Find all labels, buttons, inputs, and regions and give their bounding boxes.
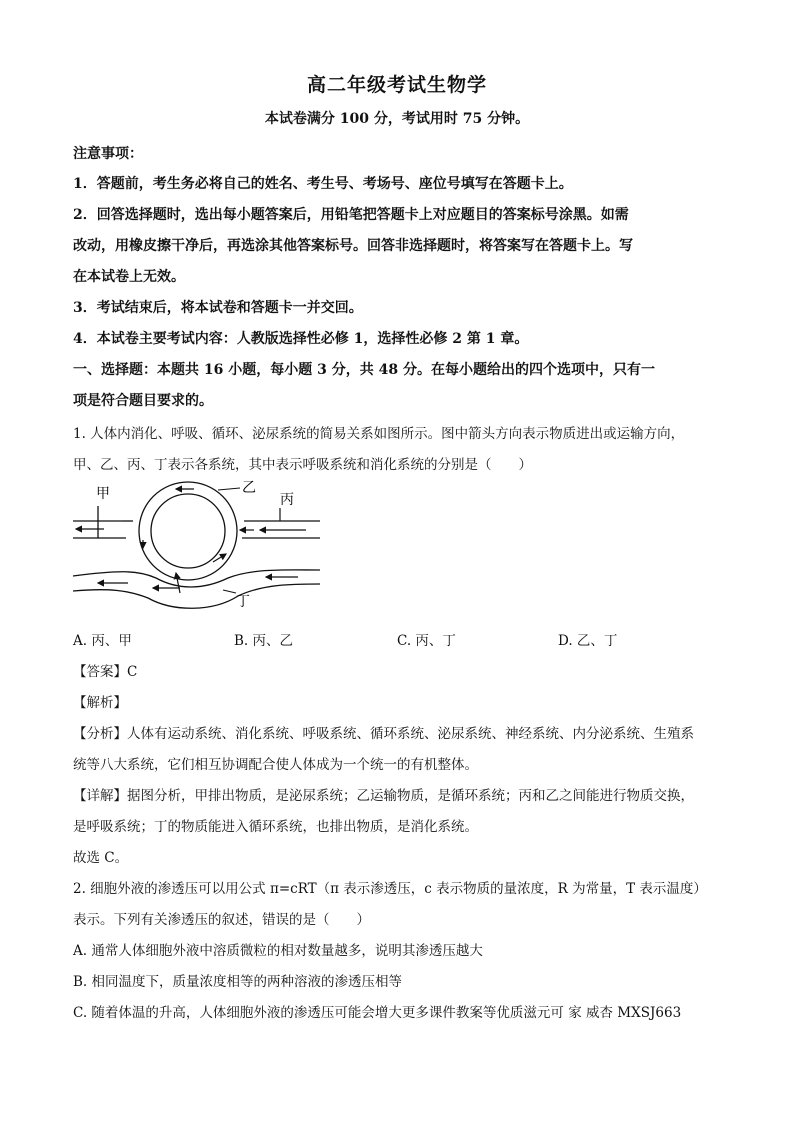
page-subtitle: 本试卷满分 100 分，考试用时 75 分钟。 — [264, 111, 530, 127]
q1-stem-cont: 甲、乙、丙、丁表示各系统，其中表示呼吸系统和消化系统的分别是（ ） — [73, 457, 532, 473]
note-item: 改动，用橡皮擦干净后，再选涂其他答案标号。回答非选择题时，将答案写在答题卡上。写 — [73, 238, 633, 254]
fenxi-text: 人体有运动系统、消化系统、呼吸系统、循环系统、泌尿系统、神经系统、内分泌系统、生殖系 — [127, 726, 694, 742]
q1-option-d: D. 乙、丁 — [558, 633, 618, 649]
q1-fenxi-cont: 统等八大系统，它们相互协调配合使人体成为一个统一的有机整体。 — [73, 757, 478, 773]
outer-ring — [139, 482, 237, 580]
q2-stem: 2. 细胞外液的渗透压可以用公式 π=cRT（π 表示渗透压，c 表示物质的量浓度，R 为常量，T 表示温度） — [73, 881, 707, 897]
answer-label: 【答案】 — [73, 664, 127, 680]
label-bing: 丙 — [280, 492, 294, 508]
q2-option-c: C. 随着体温的升高，人体细胞外液的渗透压可能会增大更多课件教案等优质滋元可 家 威杏 MXSJ663 — [73, 1005, 682, 1021]
q1-diagram-svg — [68, 478, 338, 618]
q1-option-a: A. 丙、甲 — [73, 633, 132, 649]
q1-analysis-label: 【解析】 — [73, 695, 127, 711]
q2-option-b: B. 相同温度下，质量浓度相等的两种溶液的渗透压相等 — [73, 974, 403, 990]
q1-answer — [73, 660, 733, 680]
note-item: 4．本试卷主要考试内容：人教版选择性必修 1，选择性必修 2 第 1 章。 — [73, 331, 529, 347]
inner-ring — [151, 494, 225, 568]
xiangjie-label: 【详解】 — [73, 788, 127, 804]
note-item: 2．回答选择题时，选出每小题答案后，用铅笔把答题卡上对应题目的答案标号涂黑。如需 — [73, 207, 629, 223]
q2-option-a: A. 通常人体细胞外液中溶质微粒的相对数量越多，说明其渗透压越大 — [73, 943, 483, 959]
q1-option-c: C. 丙、丁 — [397, 633, 456, 649]
q1-diagram — [68, 478, 338, 622]
q1-xiangjie-cont: 是呼吸系统；丁的物质能进入循环系统，也排出物质，是消化系统。 — [73, 819, 478, 835]
q2-stem-cont: 表示。下列有关渗透压的叙述，错误的是（ ） — [73, 912, 370, 928]
label-jia: 甲 — [96, 486, 110, 502]
note-item: 1．答题前，考生务必将自己的姓名、考生号、考场号、座位号填写在答题卡上。 — [73, 176, 573, 192]
q1-xiangjie — [73, 784, 733, 804]
answer-value: C — [127, 664, 138, 680]
q1-option-b: B. 丙、乙 — [234, 633, 294, 649]
note-item: 在本试卷上无效。 — [73, 269, 185, 285]
q1-conclusion: 故选 C。 — [73, 850, 129, 866]
section-heading-cont: 项是符合题目要求的。 — [73, 393, 213, 409]
page-title: 高二年级考试生物学 — [306, 74, 487, 96]
section-heading: 一、选择题：本题共 16 小题，每小题 3 分，共 48 分。在每小题给出的四个选项中，只有一 — [73, 362, 655, 378]
label-yi: 乙 — [242, 480, 256, 496]
notes-heading: 注意事项： — [73, 146, 143, 162]
label-ding: 丁 — [236, 594, 250, 610]
q1-fenxi — [73, 722, 733, 742]
xiangjie-text: 据图分析，甲排出物质，是泌尿系统；乙运输物质，是循环系统；丙和乙之间能进行物质交换， — [127, 788, 694, 804]
q1-stem: 1. 人体内消化、呼吸、循环、泌尿系统的简易关系如图所示。图中箭头方向表示物质进出或运输方向， — [73, 426, 685, 442]
note-item: 3．考试结束后，将本试卷和答题卡一并交回。 — [73, 300, 363, 316]
fenxi-label: 【分析】 — [73, 726, 127, 742]
